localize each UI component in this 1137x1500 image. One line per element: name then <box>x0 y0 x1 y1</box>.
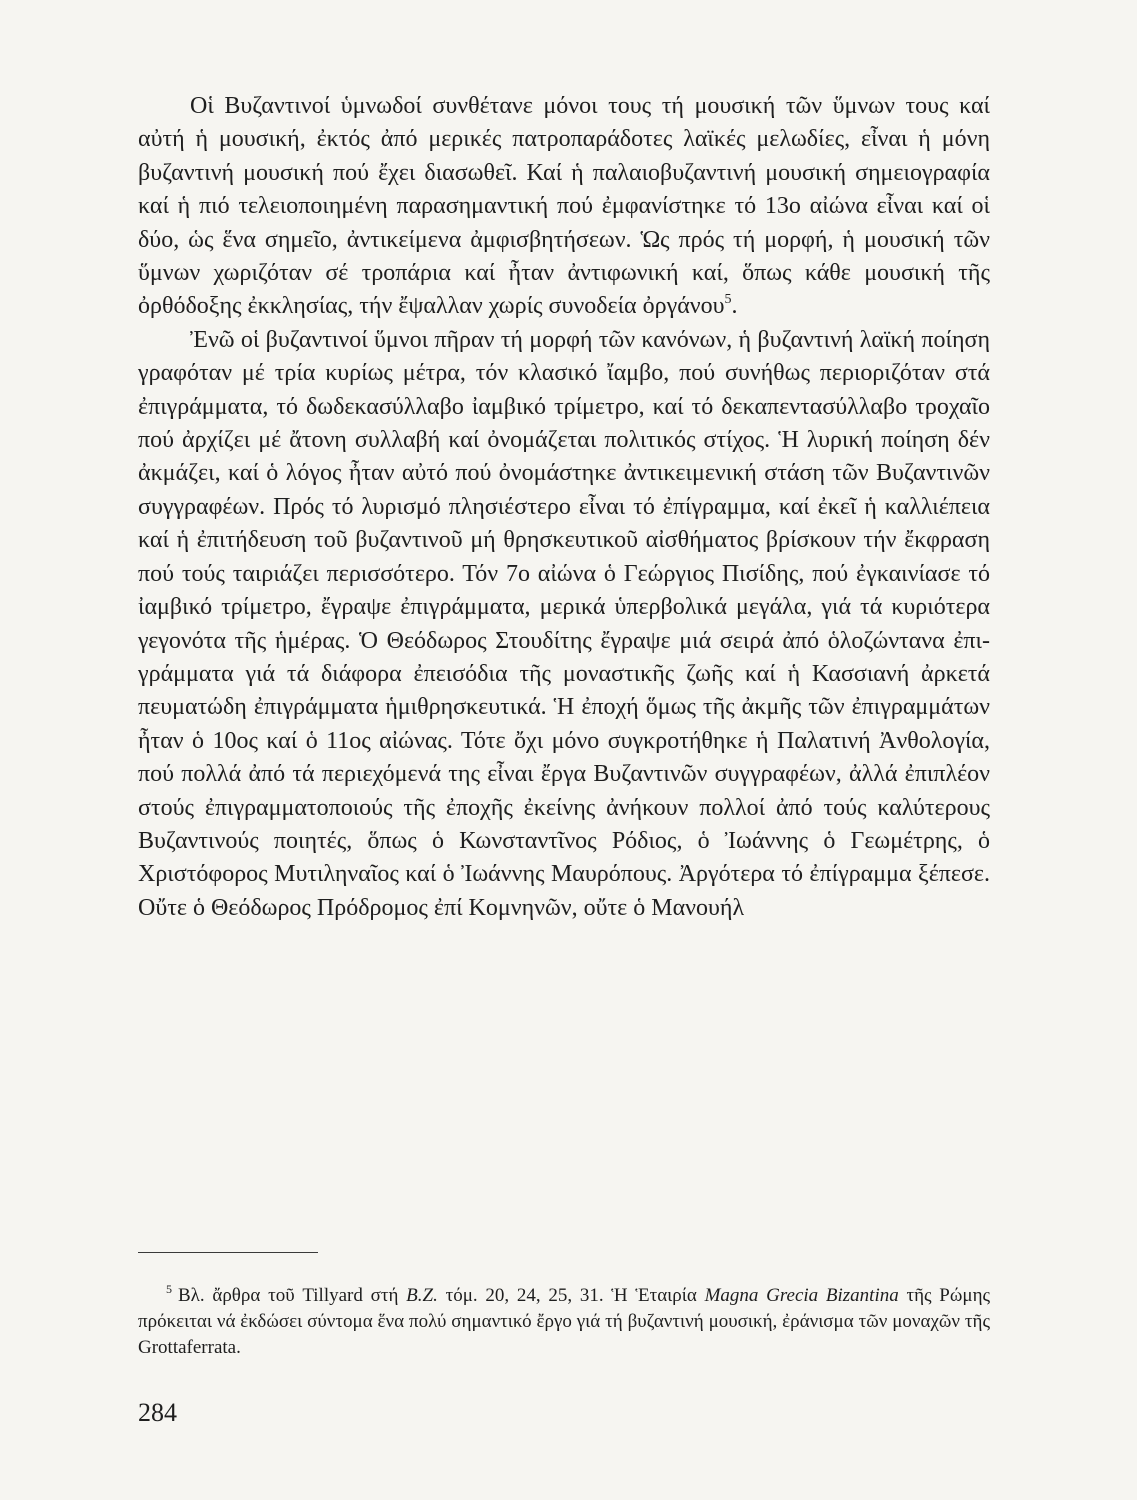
footnote <box>138 1283 990 1361</box>
footnote-text-part-2: τόμ. 20, 24, 25, 31. Ἡ Ἑταιρία <box>445 1285 697 1306</box>
main-text <box>138 90 990 925</box>
paragraph-2-text: Ἐνῶ οἱ βυζαντινοί ὕμνοι πῆραν τή μορφή τῶν κανόνων, ἡ βυζαντινή λαϊκή ποίηση γραφόταν μέ τρία κυρίως μέτρα, τόν κλασικό ἴαμβο, πού συνήθως περιοριζόταν στά ἐπιγράμματα, τό δωδεκασύλλαβο ἰαμβικό τρίμετρο, καί τό δεκαπεντασύλλαβο τροχαῖο πού ἀρχίζει μέ ἄτονη συλλαβή καί ὀνομάζεται πολιτικός στίχος. Ἡ λυρική ποίηση δέν ἀκμάζει, καί ὁ λόγος ἦταν αὐτό πού ὀνομάστηκε ἀντικειμενική στάση τῶν Βυζαντινῶν συγγραφέων. Πρός τό λυρισμό πλησιέστερο εἶναι τό ἐπίγραμμα, καί ἐκεῖ ἡ καλλιέπεια καί ἡ ἐπιτήδευση τοῦ βυζαντινοῦ μή θρησκευτικοῦ αἰσθήματος βρίσκουν τήν ἔκφραση πού τούς ταιριάζει περισσότερο. Τόν 7ο αἰώνα ὁ Γεώργιος Πισίδης, πού ἐγκαινίασε τό ἰαμβικό τρίμετρο, ἔγραψε ἐπιγράμματα, μερικά ὑπερβολικά μεγάλα, γιά τά κυριότερα γεγονότα τῆς ἡμέρας. Ὁ Θεόδωρος Στουδίτης ἔγραψε μιά σειρά ἀπό ὁλοζώντανα ἐπιγράμματα γιά τά διάφορα ἐπεισόδια τῆς μοναστικῆς ζωῆς καί ἡ Κασσιανή ἀρκετά πευματώδη ἐπιγράμματα ἡμιθρησκευτικά. Ἡ ἐποχή ὅμως τῆς ἀκμῆς τῶν ἐπιγραμμάτων ἦταν ὁ 10ος καί ὁ 11ος αἰώνας. Τότε ὄχι μόνο συγκροτήθηκε ἡ Παλατινή Ἀνθολογία, πού πολλά ἀπό τά περιεχόμενά της εἶναι ἔργα Βυζαντινῶν συγγραφέων, ἀλλά ἐπιπλέον στούς ἐπιγραμματοποιούς τῆς ἐποχῆς ἐκείνης ἀνήκουν πολλοί ἀπό τούς καλύτερους Βυζαντινούς ποιητές, ὅπως ὁ Κωνσταντῖνος Ρόδιος, ὁ Ἰωάννης ὁ Γεωμέτρης, ὁ Χριστόφορος Μυτιληναῖος καί ὁ Ἰωάννης Μαυρόπους. Ἀργότερα τό ἐπίγραμμα ξέπεσε. Οὔτε ὁ Θεόδωρος Πρόδρομος ἐπί Κομνηνῶν, οὔτε ὁ Μανουήλ <box>138 326 990 921</box>
paragraph-2 <box>138 324 990 925</box>
footnote-society: Magna Grecia Bizantina <box>704 1285 899 1306</box>
page-number: 284 <box>138 1398 177 1427</box>
footnote-marker: 5 <box>166 1282 172 1296</box>
footnote-reference: 5 <box>724 292 732 308</box>
footnote-journal: B.Z. <box>406 1285 438 1306</box>
footnote-text-part-3: τῆς Ρώμης πρόκειται νά ἐκδώσει σύντομα ἕνα πολύ σημαντικό ἔργο γιά τή βυζαντινή μουσική, ἐράνισμα τῶν μοναχῶν τῆς Grottaferrata. <box>138 1285 991 1358</box>
paragraph-1-text: Οἱ Βυζαντινοί ὑμνωδοί συνθέτανε μόνοι τους τή μουσική τῶν ὕμνων τους καί αὐτή ἡ μουσική, ἐκτός ἀπό μερικές πατροπαράδοτες λαϊκές μελωδίες, εἶναι ἡ μόνη βυζαντινή μουσική πού ἔχει διασωθεῖ. Καί ἡ παλαιοβυζαντινή μουσική σημειογραφία καί ἡ πιό τελειοποιημένη παρασημαντική πού ἐμφανίστηκε τό 13ο αἰώνα εἶναι καί οἱ δύο, ὡς ἕνα σημεῖο, ἀντικείμενα ἀμφισβητήσεων. Ὡς πρός τή μορφή, ἡ μουσική τῶν ὕμνων χωριζόταν σέ τροπάρια καί ἦταν ἀντιφωνική καί, ὅπως κάθε μουσική τῆς ὀρθόδοξης ἐκκλησίας, τήν ἔψαλλαν χωρίς συνοδεία ὀργάνου <box>138 93 990 320</box>
footnote-text-part-1: Βλ. ἄρθρα τοῦ Tillyard στή <box>178 1285 399 1306</box>
footnote-divider <box>138 1252 318 1253</box>
paragraph-1: Οἱ Βυζαντινοί ὑμνωδοί συνθέτανε μόνοι τους τή μουσική τῶν ὕμνων τους καί αὐτή ἡ μουσική, ἐκτός ἀπό μερικές πατροπαράδοτες λαϊκές μελωδίες, εἶναι ἡ μόνη βυζαντινή μουσική πού ἔχει διασωθεῖ. Καί ἡ παλαιοβυζαντινή μουσική σημειογραφία καί ἡ πιό τελειοποιημένη παρασημαντική πού ἐμφανίστηκε τό 13ο αἰώνα εἶναι καί οἱ δύο, ὡς ἕνα σημεῖο, ἀντικείμενα ἀμφισβητήσεων. Ὡς πρός τή μορφή, ἡ μουσική τῶν ὕμνων χωριζόταν σέ τροπάρια καί ἦταν ἀντιφωνική καί, ὅπως κάθε μουσική τῆς ὀρθόδοξης ἐκκλησίας, τήν ἔψαλλαν χωρίς συνοδεία ὀργάνου$^5$. <box>138 93 990 320</box>
